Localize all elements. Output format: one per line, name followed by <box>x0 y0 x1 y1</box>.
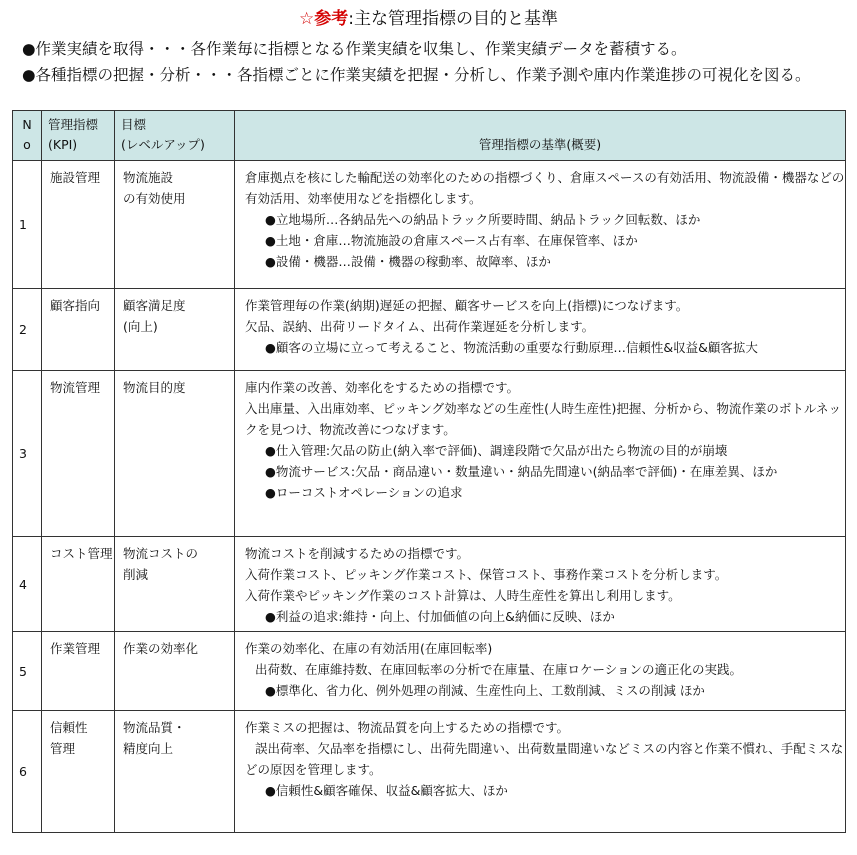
kpi-cell <box>42 371 115 537</box>
kpi-cell <box>42 161 115 289</box>
criteria-cell <box>235 161 846 289</box>
reference-label: 参考 <box>314 9 349 29</box>
kpi-text: 施設管理 <box>50 170 101 185</box>
table-header-row <box>13 111 846 161</box>
kpi-text: 信頼性 <box>50 720 88 735</box>
criteria-line: 入荷作業コスト、ピッキング作業コスト、保管コスト、事務作業コストを分析します。 <box>245 567 728 582</box>
criteria-bullet: ●顧客の立場に立って考えること、物流活動の重要な行動原理…信頼性&収益&顧客拡大 <box>265 340 758 355</box>
kpi-text: コスト管理 <box>50 546 113 561</box>
goal-cell <box>115 289 235 371</box>
kpi-text: 作業管理 <box>50 641 101 656</box>
criteria-line: 誤出荷率、欠品率を指標にし、出荷先間違い、出荷数量間違いなどミスの内容と作業不慣れ、手配ミスな <box>255 741 844 756</box>
criteria-cell <box>235 537 846 632</box>
criteria-cell <box>235 632 846 711</box>
goal-text: 顧客満足度 <box>123 298 186 313</box>
criteria-line: 欠品、誤納、出荷リードタイム、出荷作業遅延を分析します。 <box>245 319 595 334</box>
goal-cell <box>115 632 235 711</box>
intro-line-2: ●各種指標の把握・分析・・・各指標ごとに作業実績を把握・分析し、作業予測や庫内作業進捗の可視化を図る。 <box>22 66 811 84</box>
criteria-line: 倉庫拠点を核にした輸配送の効率化のための指標づくり、倉庫スペースの有効活用、物流設備・機器などの <box>245 170 845 185</box>
goal-text: 物流施設 <box>123 170 174 185</box>
criteria-line: 入出庫量、入出庫効率、ピッキング効率などの生産性(人時生産性)把握、分析から、物流作業のボトルネッ <box>245 401 842 416</box>
kpi-cell <box>42 632 115 711</box>
kpi-text: 物流管理 <box>50 380 101 395</box>
criteria-cell <box>235 289 846 371</box>
criteria-line: 有効活用、効率使用などを指標化します。 <box>245 191 482 206</box>
row-number: 5 <box>13 632 42 711</box>
page-title <box>0 8 857 30</box>
goal-text: 物流品質・ <box>123 720 186 735</box>
row-number: 6 <box>13 711 42 833</box>
goal-text: 削減 <box>123 567 149 582</box>
row-number: 1 <box>13 161 42 289</box>
header-no: N o <box>13 111 42 161</box>
criteria-cell <box>235 371 846 537</box>
goal-cell <box>115 537 235 632</box>
criteria-bullet: ●標準化、省力化、例外処理の削減、生産性向上、工数削減、ミスの削減 ほか <box>265 683 705 698</box>
table-body <box>13 161 846 833</box>
goal-text: 作業の効率化 <box>123 641 199 656</box>
goal-text: 物流目的度 <box>123 380 186 395</box>
criteria-bullet: ●立地場所…各納品先への納品トラック所要時間、納品トラック回転数、ほか <box>265 212 701 227</box>
criteria-bullet: ●信頼性&顧客確保、収益&顧客拡大、ほか <box>265 783 508 798</box>
criteria-line: クを見つけ、物流改善につなげます。 <box>245 422 456 437</box>
goal-cell <box>115 711 235 833</box>
table-row <box>13 289 846 371</box>
table-row <box>13 371 846 537</box>
table-row <box>13 161 846 289</box>
criteria-line: 作業管理毎の作業(納期)遅延の把握、顧客サービスを向上(指標)につなげます。 <box>245 298 689 313</box>
table-row <box>13 537 846 632</box>
row-number: 3 <box>13 371 42 537</box>
goal-text: (向上) <box>123 319 158 334</box>
header-kpi: 管理指標 (KPI) <box>42 111 115 161</box>
row-number: 4 <box>13 537 42 632</box>
criteria-bullet: ●ローコストオペレーションの追求 <box>265 485 463 500</box>
kpi-text: 顧客指向 <box>50 298 101 313</box>
kpi-text: 管理 <box>50 741 76 756</box>
intro-line-1: ●作業実績を取得・・・各作業毎に指標となる作業実績を収集し、作業実績データを蓄積する。 <box>22 40 687 58</box>
kpi-cell <box>42 537 115 632</box>
criteria-line: 作業ミスの把握は、物流品質を向上するための指標です。 <box>245 720 570 735</box>
criteria-cell <box>235 711 846 833</box>
criteria-bullet: ●設備・機器…設備・機器の稼動率、故障率、ほか <box>265 254 551 269</box>
row-number: 2 <box>13 289 42 371</box>
criteria-bullet: ●土地・倉庫…物流施設の倉庫スペース占有率、在庫保管率、ほか <box>265 233 638 248</box>
goal-text: の有効使用 <box>123 191 186 206</box>
criteria-line: 物流コストを削減するための指標です。 <box>245 546 470 561</box>
header-criteria: 管理指標の基準(概要) <box>235 111 846 161</box>
title-text: :主な管理指標の目的と基準 <box>348 9 558 29</box>
goal-text: 物流コストの <box>123 546 199 561</box>
criteria-line: どの原因を管理します。 <box>245 762 382 777</box>
criteria-line: 作業の効率化、在庫の有効活用(在庫回転率) <box>245 641 493 656</box>
criteria-bullet: ●物流サービス:欠品・商品違い・数量違い・納品先間違い(納品率で評価)・在庫差異、ほか <box>265 464 778 479</box>
criteria-bullet: ●利益の追求:維持・向上、付加価値の向上&納価に反映、ほか <box>265 609 615 624</box>
table-row <box>13 711 846 833</box>
goal-cell <box>115 161 235 289</box>
header-goal: 目標 (レベルアップ) <box>115 111 235 161</box>
criteria-line: 入荷作業やピッキング作業のコスト計算は、人時生産性を算出し利用します。 <box>245 588 681 603</box>
kpi-cell <box>42 711 115 833</box>
criteria-line: 庫内作業の改善、効率化をするための指標です。 <box>245 380 520 395</box>
star-icon: ☆ <box>299 9 315 29</box>
table-row <box>13 632 846 711</box>
criteria-bullet: ●仕入管理:欠品の防止(納入率で評価)、調達段階で欠品が出たら物流の目的が崩壊 <box>265 443 728 458</box>
goal-cell <box>115 371 235 537</box>
kpi-table <box>12 110 846 833</box>
criteria-line: 出荷数、在庫維持数、在庫回転率の分析で在庫量、在庫ロケーションの適正化の実践。 <box>255 662 743 677</box>
kpi-cell <box>42 289 115 371</box>
goal-text: 精度向上 <box>123 741 174 756</box>
